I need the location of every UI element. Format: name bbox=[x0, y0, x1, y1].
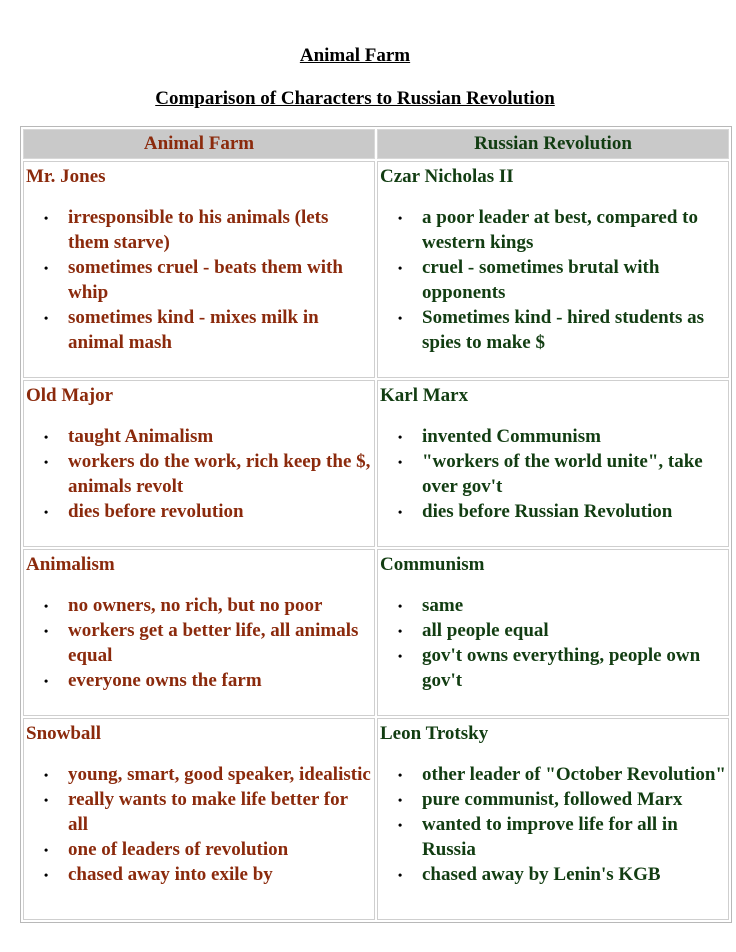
animal-farm-cell bbox=[23, 718, 375, 920]
list-item: • a poor leader at best, compared to western kings bbox=[422, 205, 726, 255]
table-row bbox=[23, 380, 729, 547]
russian-revolution-cell bbox=[377, 161, 729, 378]
document-subtitle: Comparison of Characters to Russian Revolution bbox=[155, 88, 555, 109]
list-item: • sometimes cruel - beats them with whip bbox=[68, 255, 372, 305]
list-item: • same bbox=[422, 593, 726, 618]
list-item: • taught Animalism bbox=[68, 424, 372, 449]
bullet-list bbox=[380, 205, 726, 355]
bullet-list bbox=[380, 593, 726, 693]
column-header-russian-revolution: Russian Revolution bbox=[377, 129, 729, 159]
list-item: • "workers of the world unite", take over gov't bbox=[422, 449, 726, 499]
list-item: • gov't owns everything, people own gov't bbox=[422, 643, 726, 693]
list-item: • Sometimes kind - hired students as spies to make $ bbox=[422, 305, 726, 355]
list-item: • pure communist, followed Marx bbox=[422, 787, 726, 812]
list-item: • wanted to improve life for all in Russia bbox=[422, 812, 726, 862]
list-item: • chased away into exile by bbox=[68, 862, 372, 887]
animal-farm-cell bbox=[23, 161, 375, 378]
bullet-list bbox=[26, 762, 372, 887]
character-name: Old Major bbox=[26, 385, 114, 406]
list-item: • all people equal bbox=[422, 618, 726, 643]
animal-farm-cell bbox=[23, 380, 375, 547]
list-item: • invented Communism bbox=[422, 424, 726, 449]
list-item: • irresponsible to his animals (lets them starve) bbox=[68, 205, 372, 255]
animal-farm-cell bbox=[23, 549, 375, 716]
list-item: • cruel - sometimes brutal with opponents bbox=[422, 255, 726, 305]
character-name: Karl Marx bbox=[380, 385, 469, 406]
bullet-list bbox=[380, 424, 726, 524]
list-item: • sometimes kind - mixes milk in animal mash bbox=[68, 305, 372, 355]
document-title: Animal Farm bbox=[299, 45, 411, 66]
character-name: Czar Nicholas II bbox=[380, 166, 514, 187]
list-item: • other leader of "October Revolution" bbox=[422, 762, 726, 787]
character-name: Communism bbox=[380, 554, 485, 575]
table-header-row bbox=[23, 129, 729, 159]
column-header-animal-farm: Animal Farm bbox=[23, 129, 375, 159]
list-item: • dies before revolution bbox=[68, 499, 372, 524]
list-item: • really wants to make life better for all bbox=[68, 787, 372, 837]
list-item: • workers get a better life, all animals equal bbox=[68, 618, 372, 668]
bullet-list bbox=[380, 762, 726, 887]
list-item: • no owners, no rich, but no poor bbox=[68, 593, 372, 618]
character-name: Animalism bbox=[26, 554, 115, 575]
character-name: Mr. Jones bbox=[26, 166, 106, 187]
list-item: • workers do the work, rich keep the $, animals revolt bbox=[68, 449, 372, 499]
bullet-list bbox=[26, 593, 372, 693]
table-row bbox=[23, 161, 729, 378]
russian-revolution-cell bbox=[377, 380, 729, 547]
character-name: Snowball bbox=[26, 723, 101, 744]
russian-revolution-cell bbox=[377, 549, 729, 716]
comparison-table bbox=[20, 126, 732, 923]
list-item: • everyone owns the farm bbox=[68, 668, 372, 693]
list-item: • dies before Russian Revolution bbox=[422, 499, 726, 524]
table-row bbox=[23, 549, 729, 716]
russian-revolution-cell bbox=[377, 718, 729, 920]
list-item: • young, smart, good speaker, idealistic bbox=[68, 762, 372, 787]
list-item: • chased away by Lenin's KGB bbox=[422, 862, 726, 887]
bullet-list bbox=[26, 424, 372, 524]
list-item: • one of leaders of revolution bbox=[68, 837, 372, 862]
character-name: Leon Trotsky bbox=[380, 723, 489, 744]
table-row bbox=[23, 718, 729, 920]
bullet-list bbox=[26, 205, 372, 355]
